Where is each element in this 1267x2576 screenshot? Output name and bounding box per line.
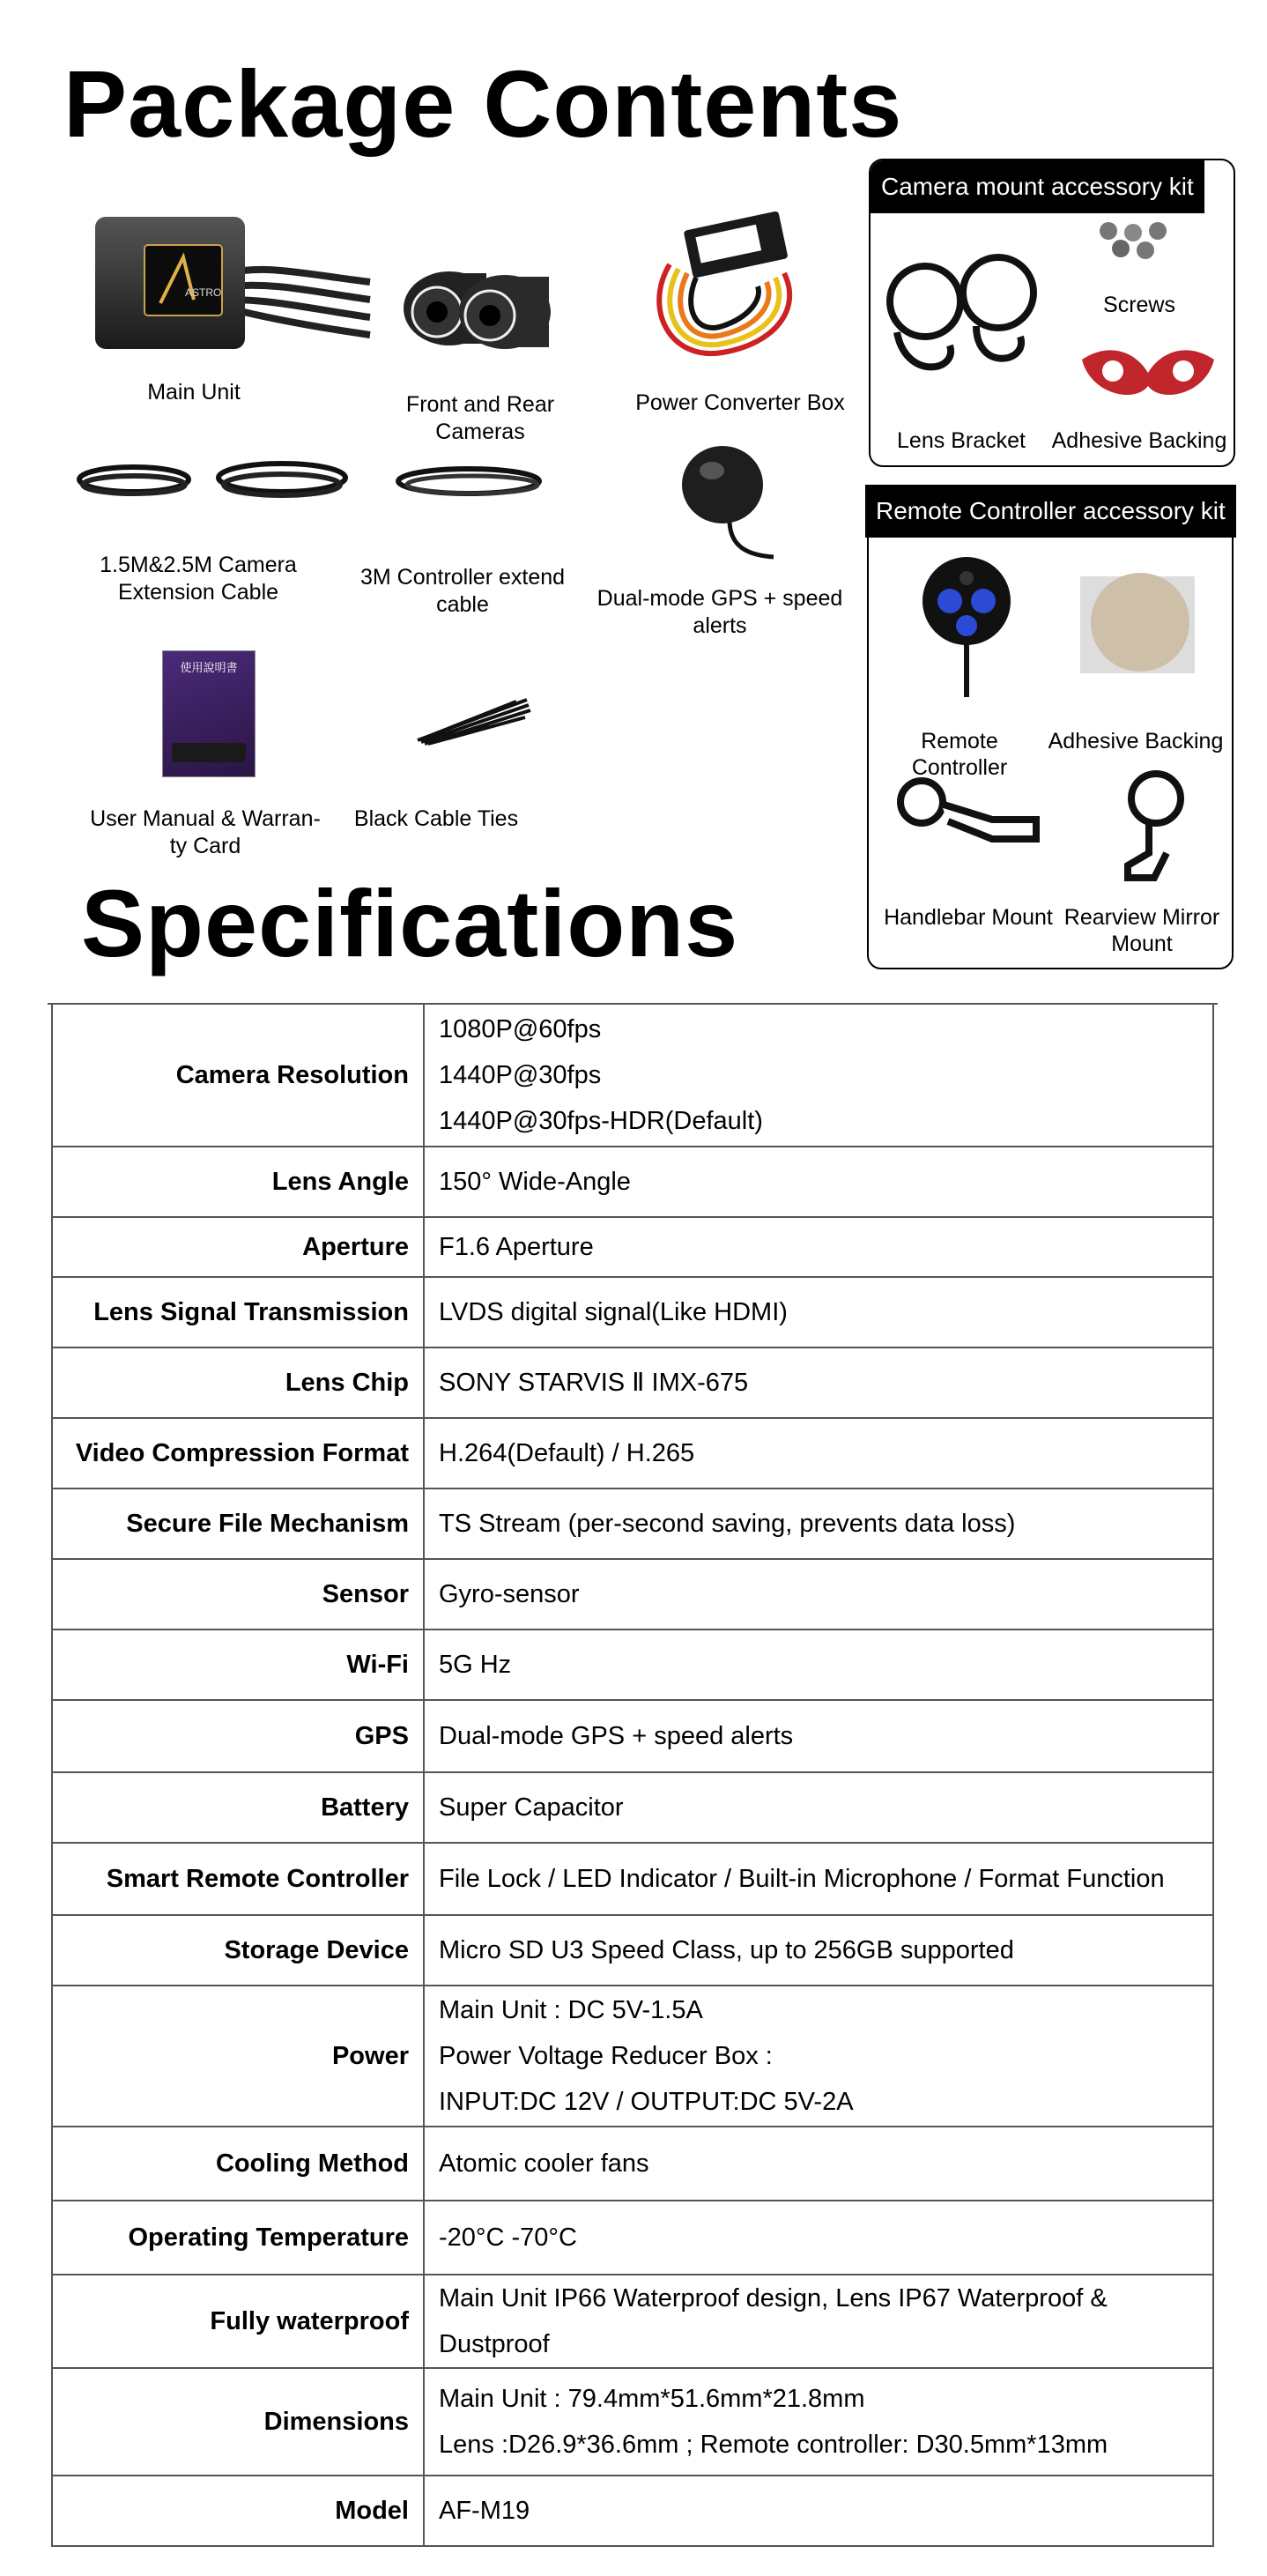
lens-bracket-icon bbox=[879, 249, 1056, 381]
spec-value bbox=[424, 1004, 1213, 1147]
spec-label: Lens Signal Transmission bbox=[52, 1277, 424, 1347]
package-contents-heading: Package Contents bbox=[63, 50, 903, 157]
spec-row bbox=[52, 1629, 1213, 1700]
spec-row bbox=[52, 2201, 1213, 2275]
caption-remote-adhesive: Adhesive Backing bbox=[1048, 729, 1224, 753]
spec-value-line: Super Capacitor bbox=[439, 1793, 624, 1822]
remote-controller-kit bbox=[867, 497, 1234, 969]
caption-manual: User Manual & Warran-ty Card bbox=[90, 806, 321, 858]
caption-remote-controller: Remote Controller bbox=[911, 729, 1008, 780]
main-unit-icon bbox=[88, 212, 379, 361]
spec-row bbox=[52, 1488, 1213, 1559]
spec-value bbox=[424, 1488, 1213, 1559]
spec-value-line: H.264(Default) / H.265 bbox=[439, 1439, 695, 1467]
spec-value bbox=[424, 1915, 1213, 1986]
spec-value bbox=[424, 1347, 1213, 1418]
spec-value bbox=[424, 2201, 1213, 2275]
spec-label: Fully waterproof bbox=[52, 2275, 424, 2368]
spec-value bbox=[424, 1277, 1213, 1347]
spec-value-line: 1080P@60fps bbox=[439, 1015, 602, 1043]
spec-label: Battery bbox=[52, 1772, 424, 1843]
spec-row bbox=[52, 2127, 1213, 2201]
spec-label: Aperture bbox=[52, 1217, 424, 1277]
spec-row bbox=[52, 1147, 1213, 1217]
spec-row bbox=[52, 1347, 1213, 1418]
spec-row bbox=[52, 2275, 1213, 2368]
spec-label: Wi-Fi bbox=[52, 1629, 424, 1700]
spec-value bbox=[424, 2368, 1213, 2476]
spec-value-line: -20°C -70°C bbox=[439, 2223, 577, 2252]
spec-value-line: Micro SD U3 Speed Class, up to 256GB supported bbox=[439, 1936, 1014, 1964]
camera-mount-kit bbox=[869, 159, 1235, 467]
spec-label: Sensor bbox=[52, 1559, 424, 1629]
spec-value-line: Main Unit : 79.4mm*51.6mm*21.8mm bbox=[439, 2385, 865, 2413]
spec-value-line: 5G Hz bbox=[439, 1651, 512, 1679]
spec-row bbox=[52, 1772, 1213, 1843]
caption-cable-ties: Black Cable Ties bbox=[353, 806, 519, 831]
caption-controller-cable: 3M Controller extend cable bbox=[359, 565, 566, 617]
screws-icon bbox=[1091, 219, 1179, 263]
spec-label: Lens Chip bbox=[52, 1347, 424, 1418]
spec-value-line: Atomic cooler fans bbox=[439, 2149, 649, 2178]
power-converter-icon bbox=[634, 212, 811, 370]
rearview-mirror-mount-icon bbox=[1112, 768, 1200, 883]
specifications-heading: Specifications bbox=[81, 870, 739, 976]
adhesive-pad-icon bbox=[1073, 571, 1205, 686]
remote-kit-title: Remote Controller accessory kit bbox=[865, 485, 1236, 538]
spec-value bbox=[424, 1418, 1213, 1488]
logo-text: ASTRO bbox=[185, 286, 222, 299]
spec-value-line: File Lock / LED Indicator / Built-in Microphone / Format Function bbox=[439, 1865, 1165, 1893]
gps-icon bbox=[668, 441, 791, 564]
spec-row bbox=[52, 1559, 1213, 1629]
caption-cameras: Front and Rear Cameras bbox=[405, 392, 555, 444]
spec-row bbox=[52, 1986, 1213, 2127]
spec-label: Secure File Mechanism bbox=[52, 1488, 424, 1559]
caption-main-unit: Main Unit bbox=[147, 380, 241, 405]
spec-row bbox=[52, 1700, 1213, 1772]
spec-value-line: Gyro-sensor bbox=[439, 1580, 580, 1608]
spec-value-line: Power Voltage Reducer Box : bbox=[439, 2042, 773, 2070]
spec-label: Cooling Method bbox=[52, 2127, 424, 2201]
spec-value bbox=[424, 2476, 1213, 2546]
spec-row bbox=[52, 1418, 1213, 1488]
spec-label: Camera Resolution bbox=[52, 1004, 424, 1147]
spec-value-line: Lens :D26.9*36.6mm ; Remote controller: D30.5mm*13mm bbox=[439, 2431, 1108, 2459]
spec-label: Video Compression Format bbox=[52, 1418, 424, 1488]
spec-row bbox=[52, 2368, 1213, 2476]
caption-power-converter: Power Converter Box bbox=[635, 390, 845, 415]
spec-row bbox=[52, 1843, 1213, 1915]
spec-value-line: AF-M19 bbox=[439, 2497, 530, 2525]
spec-label: Lens Angle bbox=[52, 1147, 424, 1217]
spec-value-line: 1440P@30fps bbox=[439, 1061, 602, 1089]
spec-value bbox=[424, 1843, 1213, 1915]
spec-value-line: INPUT:DC 12V / OUTPUT:DC 5V-2A bbox=[439, 2088, 854, 2116]
spec-value-line: TS Stream (per-second saving, prevents data loss) bbox=[439, 1510, 1016, 1538]
controller-cable-icon bbox=[391, 457, 550, 509]
spec-label: Model bbox=[52, 2476, 424, 2546]
spec-label: GPS bbox=[52, 1700, 424, 1772]
camera-kit-title: Camera mount accessory kit bbox=[871, 160, 1204, 213]
caption-handlebar-mount: Handlebar Mount bbox=[884, 905, 1053, 930]
spec-label: Operating Temperature bbox=[52, 2201, 424, 2275]
remote-controller-icon bbox=[918, 552, 1015, 702]
adhesive-backing-icon bbox=[1073, 342, 1223, 404]
caption-gps: Dual-mode GPS + speed alerts bbox=[596, 586, 843, 638]
spec-value-line: SONY STARVIS Ⅱ IMX-675 bbox=[439, 1369, 749, 1397]
handlebar-mount-icon bbox=[895, 777, 1045, 848]
spec-value-line: LVDS digital signal(Like HDMI) bbox=[439, 1298, 788, 1326]
spec-label: Storage Device bbox=[52, 1915, 424, 1986]
manual-icon bbox=[162, 650, 256, 777]
caption-lens-bracket: Lens Bracket bbox=[897, 428, 1026, 453]
spec-table bbox=[51, 1003, 1214, 2547]
caption-adhesive-backing: Adhesive Backing bbox=[1051, 428, 1227, 453]
spec-value-line: Main Unit : DC 5V-1.5A bbox=[439, 1996, 703, 2024]
spec-value bbox=[424, 1147, 1213, 1217]
spec-value-line: Main Unit IP66 Waterproof design, Lens IP67 Waterproof & Dustproof bbox=[439, 2284, 1108, 2358]
spec-row bbox=[52, 1217, 1213, 1277]
spec-label: Power bbox=[52, 1986, 424, 2127]
caption-screws: Screws bbox=[1103, 293, 1175, 317]
caption-rearview-mount: Rearview Mirror Mount bbox=[1063, 905, 1220, 956]
spec-row bbox=[52, 1915, 1213, 1986]
caption-extension-cables: 1.5M&2.5M Camera Extension Cable bbox=[100, 553, 297, 605]
extension-cables-icon bbox=[70, 458, 361, 511]
cameras-icon bbox=[395, 263, 562, 360]
spec-value bbox=[424, 1559, 1213, 1629]
spec-row bbox=[52, 1277, 1213, 1347]
spec-value bbox=[424, 1986, 1213, 2127]
spec-row bbox=[52, 1004, 1213, 1147]
spec-value bbox=[424, 1217, 1213, 1277]
spec-value-line: Dual-mode GPS + speed alerts bbox=[439, 1722, 794, 1750]
spec-value bbox=[424, 1772, 1213, 1843]
spec-row bbox=[52, 2476, 1213, 2546]
spec-value bbox=[424, 1629, 1213, 1700]
spec-value-line: F1.6 Aperture bbox=[439, 1233, 594, 1261]
spec-label: Dimensions bbox=[52, 2368, 424, 2476]
manual-cover-text: 使用說明書 bbox=[180, 661, 238, 674]
spec-label: Smart Remote Controller bbox=[52, 1843, 424, 1915]
spec-value-line: 150° Wide-Angle bbox=[439, 1168, 631, 1196]
spec-value-line: 1440P@30fps-HDR(Default) bbox=[439, 1107, 763, 1135]
spec-value bbox=[424, 1700, 1213, 1772]
cable-ties-icon bbox=[411, 694, 534, 747]
spec-value bbox=[424, 2127, 1213, 2201]
spec-value bbox=[424, 2275, 1213, 2368]
